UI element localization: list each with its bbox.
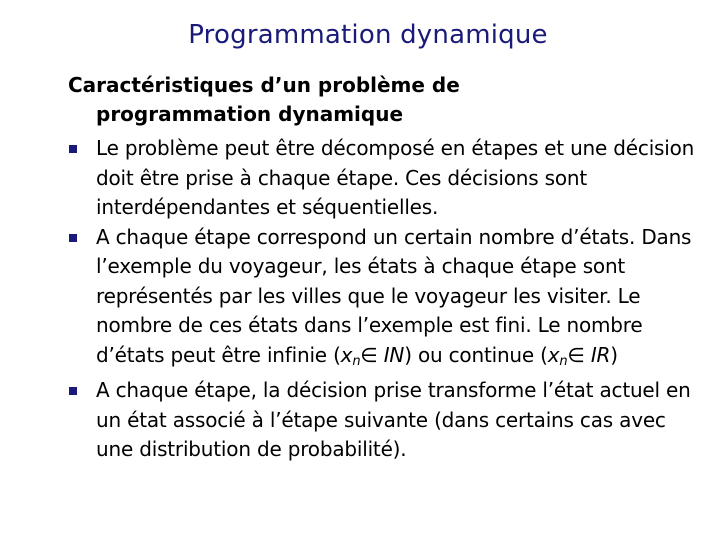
bullet-text-after: ): [610, 342, 618, 367]
square-bullet-icon: [69, 387, 77, 395]
math-subscript: n: [352, 353, 361, 369]
bullet-text-before: A chaque étape correspond un certain nombre d’états. Dans l’exemple du voyageur, les états à chaque étape sont représentés par les villes que le voyageur les visiter. Le nombre de ces états dans l’exemple est fini. Le nombre d’états peut être infinie (: [96, 224, 692, 367]
bullet-list: [68, 134, 698, 465]
square-bullet-icon: [69, 145, 77, 153]
square-bullet-icon: [69, 234, 77, 242]
math-set-reals: ∈ IR: [567, 342, 611, 367]
section-heading-line1: Caractéristiques d’un problème de: [68, 73, 460, 97]
math-set-naturals: ∈ IN: [360, 342, 405, 367]
math-subscript: n: [559, 353, 568, 369]
section-heading-line2: programmation dynamique: [96, 102, 404, 126]
slide-title: Programmation dynamique: [188, 20, 548, 50]
bullet-text-middle: ) ou continue (: [404, 342, 548, 367]
bullet-item-states: [68, 223, 698, 377]
section-heading: [68, 71, 688, 129]
bullet-item-decomposition: [68, 134, 698, 223]
bullet-text: Le problème peut être décomposé en étapes et une décision doit être prise à chaque étape. Ces décisions sont interdépendantes et séquentielles.: [96, 136, 695, 219]
math-variable: x: [340, 342, 353, 367]
bullet-text: A chaque étape, la décision prise transforme l’état actuel en un état associé à l’étape suivante (dans certains cas avec une distribution de probabilité).: [96, 378, 691, 461]
bullet-item-transition: [68, 376, 698, 465]
math-variable: x: [547, 342, 560, 367]
